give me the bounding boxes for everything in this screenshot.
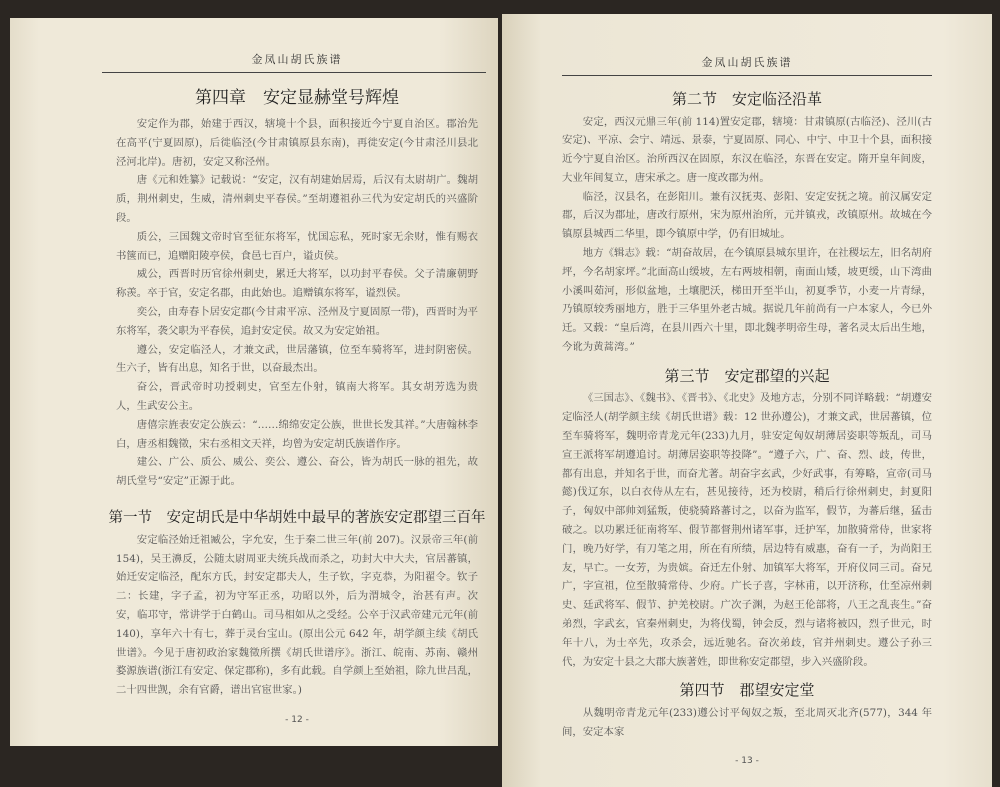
section-text bbox=[562, 389, 932, 671]
running-header: 金凤山胡氏族谱 bbox=[251, 53, 343, 66]
paragraph: 唐僖宗旌表安定公族云：“……绵绵安定公族，世世长发其祥。”大唐翰林李白，唐丞相魏徵，宋右丞相文天祥，均曾为安定胡氏族谱作序。 bbox=[116, 418, 478, 450]
section-title: 第二节 安定临泾沿革 bbox=[671, 90, 822, 108]
paragraph: 遵公，安定临泾人，才兼文武，世居藩镇，位至车骑将军，进封阴密侯。生六子，皆有出息，知名于世，以奋最杰出。 bbox=[116, 343, 478, 375]
paragraph: 奋公，晋武帝时功授刺史，官至左仆射，镇南大将军。其女胡芳选为贵人，生武安公主。 bbox=[116, 381, 478, 413]
page-number: - 13 - bbox=[735, 756, 759, 767]
section-title: 第四节 郡望安定堂 bbox=[679, 681, 815, 700]
paragraph: 唐《元和姓纂》记载说：“安定，汉有胡建始居焉，后汉有太尉胡广。魏胡质，荆州刺史，生威，清州刺史平春侯。”至胡遵祖孙三代为安定胡氏的兴盛阶段。 bbox=[116, 174, 478, 225]
left-page bbox=[10, 18, 498, 746]
header-rule bbox=[102, 72, 486, 73]
page-number: - 12 - bbox=[285, 715, 309, 726]
paragraph: 从魏明帝青龙元年(233)遵公讨平匈奴之叛，至北周灭北齐(577)，344 年间，安定本家 bbox=[562, 706, 932, 738]
chapter-intro-text bbox=[116, 115, 478, 491]
paragraph: 建公、广公、质公、威公、奕公、遵公、奋公，皆为胡氏一脉的祖先，故胡氏堂号“安定”正源于此。 bbox=[116, 456, 478, 488]
paragraph: 威公，西晋时历官徐州刺史，累迁大将军，以功封平春侯。父子清廉朝野称羡。卒于官，安定名郡，由此始也。追赠镇东将军，谥烈侯。 bbox=[116, 268, 478, 300]
section-title: 第三节 安定郡望的兴起 bbox=[664, 366, 830, 385]
header-rule bbox=[562, 75, 932, 76]
paragraph: 《三国志》、《魏书》、《晋书》、《北史》及地方志，分别不同详略载：“胡遵安定临泾人(胡学颜主续《胡氏世谱》载：12 世孙遵公)，才兼文武，世居蕃镇，位至车骑将军，魏明帝青龙元年(233)九月，驻安定匈奴胡薄居姿职等叛乱，司马宣王派将军胡遵追讨。胡薄居姿职等投降”。“遵子六，广、奋、烈、歧，传世，都有出息，并知名于世，而奋尤著。胡奋字玄武，少好武事，有筹略，宣帝(司马懿)伐辽东，以白衣侍从左右，甚见接待，还为校尉，稍后行徐州刺史，封夏阳子，匈奴中部帅刘猛叛，使骁骑路蕃讨之，以奋为监军，假节，为蕃后继，猛击破之。以功累迁征南将军、假节都督荆州诸军事，迁护军，加散骑常侍，世家将门，晚乃好学，有刀笔之用，所在有所绩，居边特有威惠，奋有一子，为尚阳王友，早亡。一女芳，为贵嫔。奋迁左仆射、加镇军大将军，开府仪同三司。奋兄广，字宣祖，位至散骑常侍、少府。广长子喜，字林甫，以开济称，仕至凉州刺史、廷武将军、假节、护羌校尉。广次子渊，为赵王伦部将，八王之乱丧生。”奋弟烈，字武玄，官秦州刺史，为将伐蜀，钟会反，烈与诸将被囚，烈子世元，时年十八，为士卒先，攻杀会，远近驰名。奋次弟歧，官并州刺史。遵公子孙三代，为安定十县之大郡大族著姓，即世称安定郡望，步入兴盛阶段。 bbox=[562, 392, 932, 668]
right-page bbox=[502, 14, 992, 787]
paragraph: 临泾，汉县名，在彭阳川。兼有汉抚夷、彭阳、安定安抚之境。前汉属安定郡，后汉为郡址，唐改行原州，宋为原州治所，元并镇戎，改镇原州。故城在今镇原县城西二华里，即今镇原中学，仍有旧城址。 bbox=[562, 190, 932, 241]
paragraph: 质公，三国魏文帝时官至征东将军，忧国忘私，死时家无余财，惟有赐衣书箧而已，追赠阳陵亭侯，食邑七百户，谥贞侯。 bbox=[116, 230, 478, 262]
chapter-title: 第四章 安定显赫堂号辉煌 bbox=[195, 88, 399, 108]
paragraph: 安定作为郡，始建于西汉，辖境十个县，面积接近今宁夏自治区。郡治先在高平(宁夏固原)，后徙临泾(今甘肃镇原县东南)，再徙安定(今甘肃泾川县北泾河北岸)。唐初，安定又称泾州。 bbox=[116, 118, 478, 168]
section-text bbox=[562, 113, 932, 357]
paragraph: 安定临泾始迁祖臧公，字允安，生于秦二世三年(前 207)。汉景帝三年(前 154)，吴王濞反，公随太尉周亚夫统兵战而杀之，功封大中大夫，官居蕃镇，始迁安定临泾，配东方氏，封安定郡夫人，生子钦，字克恭，为阳翟令。钦子二：长建，字子孟，初为守军正丞，功昭以外，后为渭城令，治甚有声。次安，临邛守，常讲学于白鹤山。司马相如从之受经。公卒于汉武帝建元元年(前 140)，享年六十有七，葬于灵台宝山。(原出公元 642 年，胡学颜主续《胡氏世谱》。今见于唐初政治家魏徵所撰《胡氏世谱序》。浙江、皖南、苏南、赣州婺源族谱(浙江有安定、保定郡称)，多有此载。自学颜上至始祖，除九世吕乱，二十四世觊，余有官爵，谱出官宦世家。) bbox=[116, 533, 478, 697]
paragraph: 安定，西汉元鼎三年(前 114)置安定郡，辖境：甘肃镇原(古临泾)、泾川(古安定)、平凉、会宁、靖远、景泰，宁夏固原、同心、中宁、中卫十个县，面积接近今宁夏自治区。治所西汉在固原，东汉在临泾，东晋在安定。隋开皇年间废，大业年间复立，唐宋承之。唐一度改郡为州。 bbox=[562, 115, 932, 184]
paragraph: 奕公，由寿春卜居安定郡(今甘肃平凉、泾州及宁夏固原一带)，西晋时为平东将军，袭父职为平春侯，追封安定侯。故又为安定始祖。 bbox=[116, 306, 478, 337]
section-text bbox=[562, 704, 932, 742]
section-text bbox=[116, 531, 478, 700]
section-title: 第一节 安定胡氏是中华胡姓中最早的著族安定郡望三百年 bbox=[108, 510, 486, 527]
running-header: 金凤山胡氏族谱 bbox=[701, 56, 793, 69]
paragraph: 地方《辑志》载：“胡奋故居，在今镇原县城东里许，在社稷坛左，旧名胡府坪，今名胡家坪。”北面高山缓坡，左右两坡相朝，南面山矮，坡更缓，山下湾曲小溪叫茹河，形似盆地，土壤肥沃，梯田开至半山，初夏季节，小麦一片青绿，乃镇原较秀丽地方，胜于三华里外老古城。据说几年前尚有一户本家人，今已外迁。又载：“皇后湾，在县川西六十里，即北魏孝明帝生母，著名灵太后出生地，今讹为黄蒿湾。” bbox=[562, 247, 932, 354]
